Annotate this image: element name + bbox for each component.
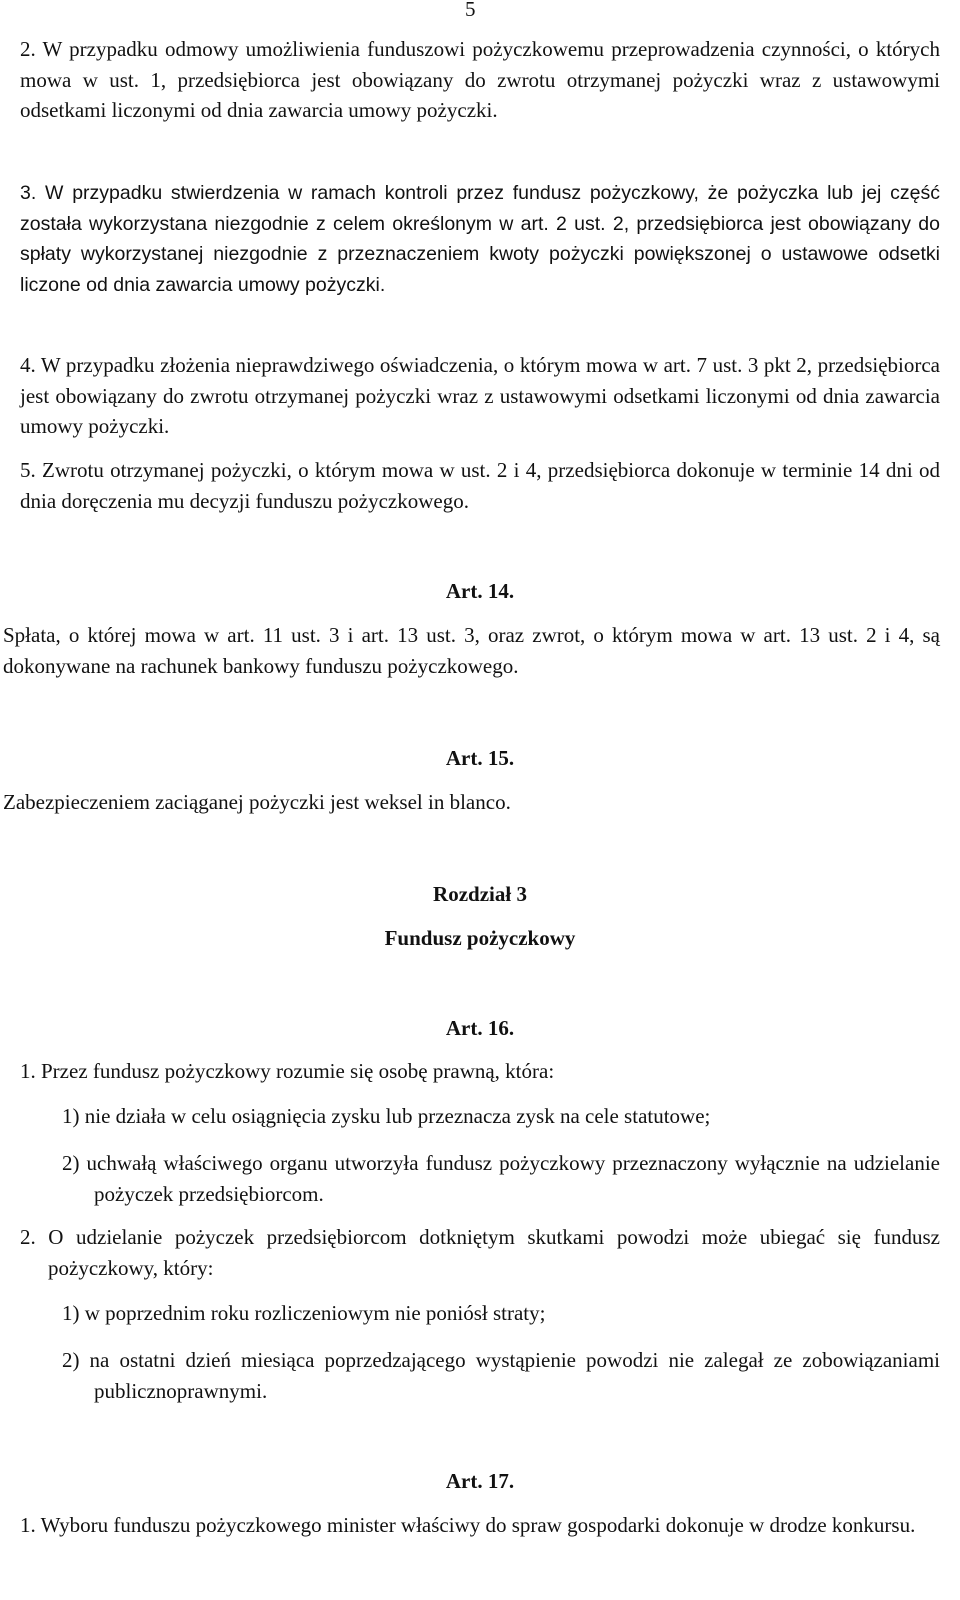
art-16-ust-2-point-2: 2) na ostatni dzień miesiąca poprzedzającego wystąpienie powodzi nie zalegał ze zobowiązaniami publicznoprawnymi. [62,1348,940,1403]
paragraph-ust-3: 3. W przypadku stwierdzenia w ramach kontroli przez fundusz pożyczkowy, że pożyczka lub jej część została wykorzystana niezgodnie z celem określonym w art. 2 ust. 2, przedsiębiorca jest obowiązany do spłaty wykorzystanej niezgodnie z przeznaczeniem kwoty pożyczki powiększonej o ustawowe odsetki liczone od dnia zawarcia umowy pożyczki. [20,182,940,296]
art-15-heading: Art. 15. [445,746,515,770]
art-16-ust-2: 2. O udzielanie pożyczek przedsiębiorcom dotkniętym skutkami powodzi może ubiegać się fundusz pożyczkowy, który: [20,1225,940,1280]
art-14-heading: Art. 14. [445,579,515,603]
paragraph-ust-2: 2. W przypadku odmowy umożliwienia funduszowi pożyczkowemu przeprowadzenia czynności, o których mowa w ust. 1, przedsiębiorca jest obowiązany do zwrotu otrzymanej pożyczki wraz z ustawowymi odsetkami liczonymi od dnia zawarcia umowy pożyczki. [20,37,940,122]
art-16-ust-1: 1. Przez fundusz pożyczkowy rozumie się osobę prawną, która: [20,1059,555,1083]
page-number: 5 [465,0,476,21]
chapter-number: Rozdział 3 [433,882,527,906]
art-16-ust-2-point-1: 1) w poprzednim roku rozliczeniowym nie poniósł straty; [62,1301,546,1325]
paragraph-ust-4: 4. W przypadku złożenia nieprawdziwego oświadczenia, o którym mowa w art. 7 ust. 3 pkt 2, przedsiębiorca jest obowiązany do zwrotu otrzymanej pożyczki wraz z ustawowymi odsetkami liczonymi od dnia zawarcia umowy pożyczki. [20,353,940,438]
art-15-text: Zabezpieczeniem zaciąganej pożyczki jest weksel in blanco. [3,790,511,814]
art-17-ust-1: 1. Wyboru funduszu pożyczkowego minister właściwy do spraw gospodarki dokonuje w drodze konkursu. [20,1513,916,1537]
art-14-text: Spłata, o której mowa w art. 11 ust. 3 i art. 13 ust. 3, oraz zwrot, o którym mowa w art. 13 ust. 2 i 4, są dokonywane na rachunek bankowy funduszu pożyczkowego. [3,623,940,678]
art-16-ust-1-point-1: 1) nie działa w celu osiągnięcia zysku lub przeznacza zysk na cele statutowe; [62,1104,711,1128]
art-16-ust-1-point-2: 2) uchwałą właściwego organu utworzyła fundusz pożyczkowy przeznaczony wyłącznie na udzielanie pożyczek przedsiębiorcom. [62,1151,940,1206]
paragraph-ust-5: 5. Zwrotu otrzymanej pożyczki, o którym mowa w ust. 2 i 4, przedsiębiorca dokonuje w terminie 14 dni od dnia doręczenia mu decyzji funduszu pożyczkowego. [20,458,940,513]
art-17-heading: Art. 17. [445,1469,515,1493]
chapter-title: Fundusz pożyczkowy [384,926,576,950]
art-16-heading: Art. 16. [445,1016,515,1040]
